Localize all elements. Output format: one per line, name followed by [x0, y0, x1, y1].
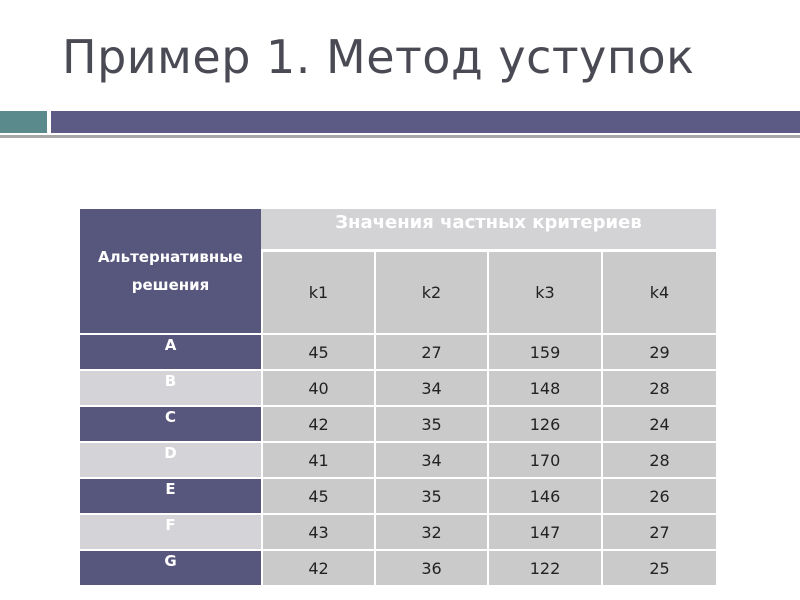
table-cell: 32	[374, 513, 487, 549]
table-cell: 36	[374, 549, 487, 585]
table-cell: 122	[487, 549, 601, 585]
table-cell: 146	[487, 477, 601, 513]
table-cell: 147	[487, 513, 601, 549]
row-label-f: F	[80, 513, 261, 549]
title-underline-bar	[51, 111, 800, 133]
table-cell: 45	[261, 477, 374, 513]
row-label-b: B	[80, 369, 261, 405]
table-cell: 35	[374, 405, 487, 441]
table-cell: 24	[601, 405, 716, 441]
table-cell: 34	[374, 441, 487, 477]
table-cell: 148	[487, 369, 601, 405]
slide-title: Пример 1. Метод уступок	[62, 30, 695, 84]
table-cell: 27	[374, 333, 487, 369]
table-cell: 41	[261, 441, 374, 477]
table-cell: 28	[601, 441, 716, 477]
table-cell: 35	[374, 477, 487, 513]
row-label-c: C	[80, 405, 261, 441]
row-label-d: D	[80, 441, 261, 477]
column-header-k4: k4	[601, 252, 716, 333]
table-cell: 40	[261, 369, 374, 405]
table-cell: 28	[601, 369, 716, 405]
criteria-group-header: Значения частных критериев	[261, 209, 716, 252]
table-cell: 126	[487, 405, 601, 441]
column-header-k2: k2	[374, 252, 487, 333]
title-divider-line	[0, 135, 800, 138]
table-cell: 170	[487, 441, 601, 477]
table-cell: 42	[261, 549, 374, 585]
row-label-e: E	[80, 477, 261, 513]
table-cell: 34	[374, 369, 487, 405]
column-header-k1: k1	[261, 252, 374, 333]
table-cell: 29	[601, 333, 716, 369]
table-cell: 159	[487, 333, 601, 369]
table-cell: 43	[261, 513, 374, 549]
row-label-g: G	[80, 549, 261, 585]
alternatives-header: Альтернативные решения	[80, 209, 261, 333]
row-label-a: A	[80, 333, 261, 369]
table-cell: 42	[261, 405, 374, 441]
table-cell: 26	[601, 477, 716, 513]
title-accent-bar	[0, 111, 47, 133]
table-cell: 25	[601, 549, 716, 585]
column-header-k3: k3	[487, 252, 601, 333]
table-cell: 27	[601, 513, 716, 549]
table-cell: 45	[261, 333, 374, 369]
